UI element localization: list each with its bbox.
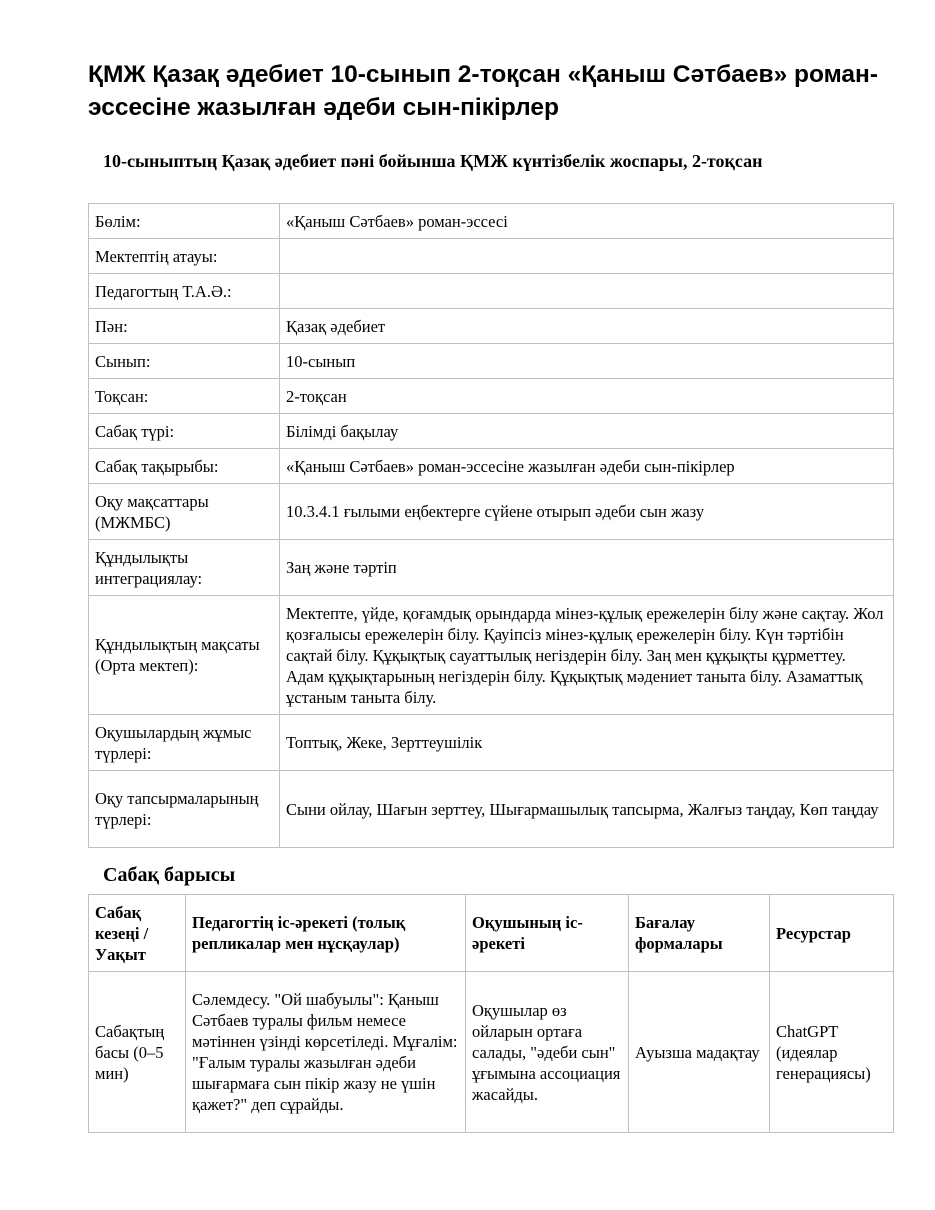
info-value: 10.3.4.1 ғылыми еңбектерге сүйене отырып әдеби сын жазу	[280, 484, 894, 540]
cell-assessment: Ауызша мадақтау	[629, 972, 770, 1133]
info-label: Пән:	[89, 309, 280, 344]
column-header-student-activity: Оқушының іс-әрекеті	[466, 895, 629, 972]
info-row-teacher-name	[89, 274, 894, 309]
info-label: Оқушылардың жұмыс түрлері:	[89, 715, 280, 771]
info-value: Білімді бақылау	[280, 414, 894, 449]
cell-teacher-activity: Сәлемдесу. "Ой шабуылы": Қаныш Сәтбаев туралы фильм немесе мәтіннен үзінді көрсетіледі. Мұғалім: "Ғалым туралы жазылған әдеби шығармаға сын пікір жазу не үшін қажет?" деп сұрайды.	[186, 972, 466, 1133]
info-row-lesson-topic	[89, 449, 894, 484]
info-label: Сабақ түрі:	[89, 414, 280, 449]
info-value: Заң және тәртіп	[280, 540, 894, 596]
document-title: ҚМЖ Қазақ әдебиет 10-сынып 2-тоқсан «Қаныш Сәтбаев» роман-эссесіне жазылған әдеби сын-пікірлер	[88, 61, 878, 121]
cell-stage: Сабақтың басы (0–5 мин)	[89, 972, 186, 1133]
info-value: Қазақ әдебиет	[280, 309, 894, 344]
info-label: Тоқсан:	[89, 379, 280, 414]
info-value: Топтық, Жеке, Зерттеушілік	[280, 715, 894, 771]
cell-student-activity: Оқушылар өз ойларын ортаға салады, "әдеби сын" ұғымына ассоциация жасайды.	[466, 972, 629, 1133]
column-header-resources: Ресурстар	[770, 895, 894, 972]
lesson-flow-table	[88, 894, 894, 1133]
column-header-assessment: Бағалау формалары	[629, 895, 770, 972]
info-value: 2-тоқсан	[280, 379, 894, 414]
info-row-quarter	[89, 379, 894, 414]
info-row-task-types	[89, 771, 894, 848]
info-value	[280, 239, 894, 274]
info-row-school-name	[89, 239, 894, 274]
info-label: Оқу мақсаттары (МЖМБС)	[89, 484, 280, 540]
info-label: Педагогтың Т.А.Ә.:	[89, 274, 280, 309]
info-value	[280, 274, 894, 309]
info-value: «Қаныш Сәтбаев» роман-эссесіне жазылған әдеби сын-пікірлер	[280, 449, 894, 484]
info-value: 10-сынып	[280, 344, 894, 379]
info-label: Құндылықты интеграциялау:	[89, 540, 280, 596]
info-value: Мектепте, үйде, қоғамдық орындарда мінез-құлық ережелерін білу және сақтау. Жол қозғалысы ережелерін білу. Қауіпсіз мінез-құлық ережелерін білу. Күн тәртібін сақтай білу. Құқықтық сауаттылық негіздерін білу. Заң мен құқықты құрметтеу. Адам құқықтарының негіздерін білу. Құқықтық мәдениет таныта білу. Азаматтық ұстаным таныта білу.	[280, 596, 894, 715]
info-value: Сыни ойлау, Шағын зерттеу, Шығармашылық тапсырма, Жалғыз таңдау, Көп таңдау	[280, 771, 894, 848]
plan-heading: 10-сыныптың Қазақ әдебиет пәні бойынша ҚМЖ күнтізбелік жоспары, 2-тоқсан	[103, 151, 763, 171]
info-value: «Қаныш Сәтбаев» роман-эссесі	[280, 204, 894, 239]
info-row-subject	[89, 309, 894, 344]
info-label: Мектептің атауы:	[89, 239, 280, 274]
info-row-value-goal	[89, 596, 894, 715]
cell-resources: ChatGPT (идеялар генерациясы)	[770, 972, 894, 1133]
info-row-work-types	[89, 715, 894, 771]
column-header-stage: Сабақ кезеңі / Уақыт	[89, 895, 186, 972]
lesson-info-table	[88, 203, 894, 848]
info-row-section	[89, 204, 894, 239]
info-row-lesson-type	[89, 414, 894, 449]
table-header-row	[89, 895, 894, 972]
info-row-grade	[89, 344, 894, 379]
column-header-teacher-activity: Педагогтің іс-әрекеті (толық репликалар мен нұсқаулар)	[186, 895, 466, 972]
info-label: Сынып:	[89, 344, 280, 379]
info-label: Құндылықтың мақсаты (Орта мектеп):	[89, 596, 280, 715]
info-label: Оқу тапсырмаларының түрлері:	[89, 771, 280, 848]
info-row-learning-objectives	[89, 484, 894, 540]
info-label: Сабақ тақырыбы:	[89, 449, 280, 484]
info-label: Бөлім:	[89, 204, 280, 239]
table-row	[89, 972, 894, 1133]
info-row-value-integration	[89, 540, 894, 596]
lesson-flow-heading: Сабақ барысы	[103, 864, 236, 886]
